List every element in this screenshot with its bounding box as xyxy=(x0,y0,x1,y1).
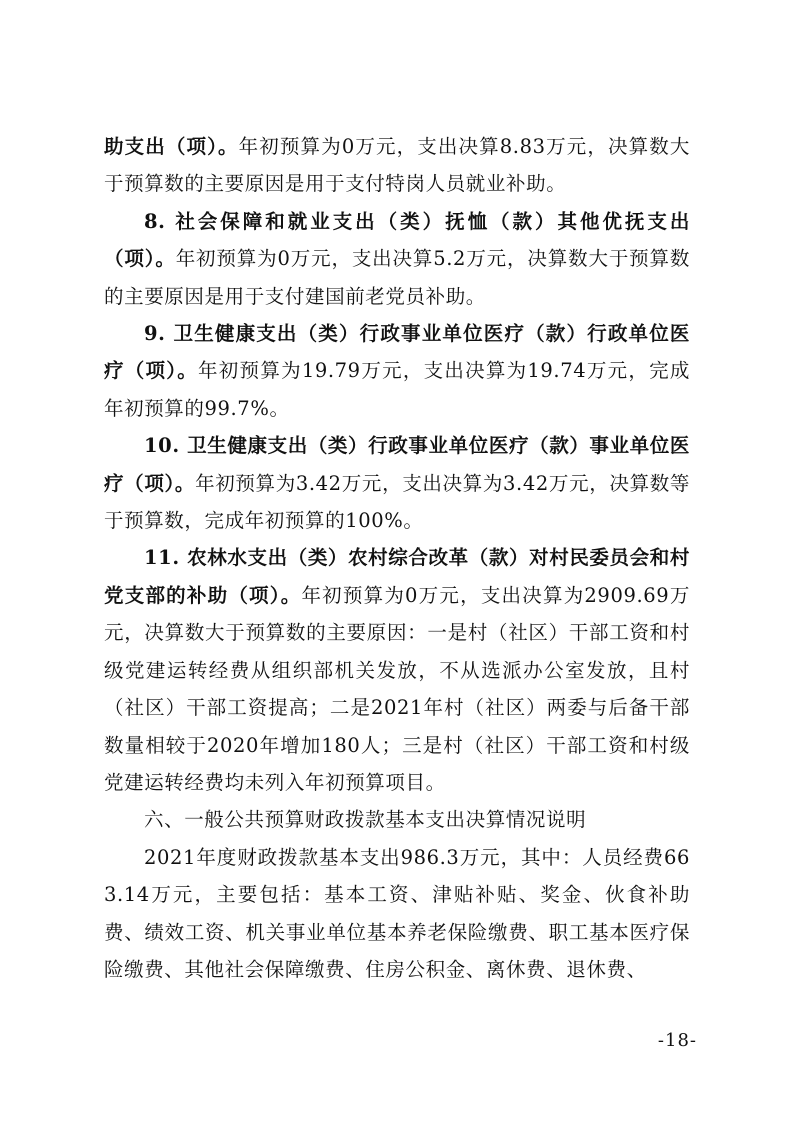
paragraph-item-10 xyxy=(104,427,690,539)
paragraph-item-11 xyxy=(104,539,690,801)
item-text: 年初预算为0万元，支出决算5.2万元，决算数大于预算数的主要原因是用于支付建国前老党员补助。 xyxy=(104,247,690,308)
item-text: 年初预算为0万元，支出决算为2909.69万元，决算数大于预算数的主要原因：一是村（社区）干部工资和村级党建运转经费从组织部机关发放，不从选派办公室发放，且村（社区）干部工资提高；二是2021年村（社区）两委与后备干部数量相较于2020年增加180人；三是村（社区）干部工资和村级党建运转经费均未列入年初预算项目。 xyxy=(104,583,690,794)
item-text: 年初预算为3.42万元，支出决算为3.42万元，决算数等于预算数，完成年初预算的100%。 xyxy=(104,471,690,533)
section-heading: 六、一般公共预算财政拨款基本支出决算情况说明 xyxy=(144,808,587,832)
body-text xyxy=(104,128,690,988)
paragraph-item-7-continued xyxy=(104,128,690,203)
item-title: 助支出（项）。 xyxy=(104,135,239,158)
paragraph-basic-expenditure: 2021年度财政拨款基本支出986.3万元，其中：人员经费663.14万元，主要包括：基本工资、津贴补贴、奖金、伙食补助费、绩效工资、机关事业单位基本养老保险缴费、职工基本医疗保险缴费、其他社会保障缴费、住房公积金、离休费、退休费、 xyxy=(104,845,690,981)
paragraph-item-8 xyxy=(104,203,690,315)
item-title: 11. 农林水支出（类）农村综合改革（款）对村民委员会和村党支部的补助（项）。 xyxy=(104,546,690,607)
item-text: 年初预算为19.79万元，支出决算为19.74万元，完成年初预算的99.7%。 xyxy=(104,359,690,420)
item-title: 10. 卫生健康支出（类）行政事业单位医疗（款）事业单位医疗（项）。 xyxy=(104,434,690,495)
paragraph-item-9 xyxy=(104,315,690,427)
item-title: 8. 社会保障和就业支出（类）抚恤（款）其他优抚支出（项）。 xyxy=(104,209,690,271)
page-number: -18- xyxy=(657,1030,697,1051)
item-text: 年初预算为0万元，支出决算8.83万元，决算数大于预算数的主要原因是用于支付特岗人员就业补助。 xyxy=(104,135,690,196)
item-title: 9. 卫生健康支出（类）行政事业单位医疗（款）行政单位医疗（项）。 xyxy=(104,322,690,383)
